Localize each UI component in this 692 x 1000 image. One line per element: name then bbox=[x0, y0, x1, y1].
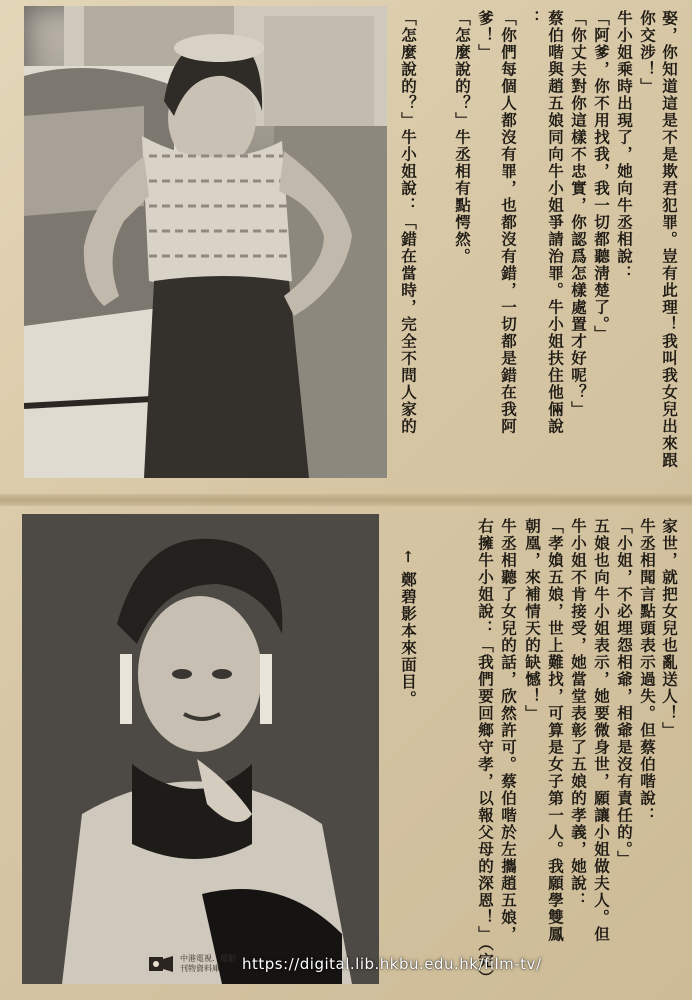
text-col-bottom-2: 牛丞相聞言點頭表示過失。但蔡伯喈說： bbox=[638, 518, 657, 824]
text-col-top-9: 爹！」 bbox=[476, 10, 495, 61]
text-col-bottom-5: 牛小姐不肯接受，她當堂表彰了五娘的孝義，她說： bbox=[569, 518, 588, 909]
text-col-top-1: 娶，你知道這是不是欺君犯罪。豈有此理！我叫我女兒出來跟 bbox=[660, 10, 679, 469]
page-fold bbox=[0, 494, 692, 506]
text-col-top-7: ： bbox=[523, 10, 542, 27]
photo-caption: ← 鄭碧影本來面目。 bbox=[399, 550, 418, 708]
text-col-top-3: 牛小姐乘時出現了，她向牛丞相說： bbox=[615, 10, 634, 282]
actress-photo-bottom bbox=[22, 514, 379, 984]
archive-logo-text-line1: 中港電視．電影 bbox=[180, 954, 236, 963]
text-col-top-5: 「你丈夫對你這樣不忠實，你認爲怎樣處置才好呢？」 bbox=[569, 10, 588, 418]
text-col-bottom-4: 五娘也向牛小姐表示，她要微身世，願讓小姐做夫人。但 bbox=[592, 518, 611, 943]
actress-portrait-car-image bbox=[24, 6, 387, 478]
archive-logo-icon bbox=[148, 954, 174, 974]
actress-portrait-earrings-image bbox=[22, 514, 379, 984]
text-col-top-6: 蔡伯喈與趙五娘同向牛小姐爭請治罪。牛小姐扶住他倆說 bbox=[546, 10, 565, 435]
archive-logo-text bbox=[180, 954, 236, 974]
text-col-bottom-8: 牛丞相聽了女兒的話，欣然許可。蔡伯喈於左攜趙五娘， bbox=[499, 518, 518, 943]
text-col-bottom-6: 「孝媍五娘，世上難找，可算是女子第一人。我願學雙鳳 bbox=[546, 518, 565, 943]
text-col-top-10: 「怎麼說的？」牛丞相有點愕然。 bbox=[453, 10, 472, 265]
text-col-top-8: 「你們每個人都沒有罪，也都沒有錯，一切都是錯在我阿 bbox=[499, 10, 518, 435]
text-col-top-4: 「阿爹，你不用找我，我一切都聽淸楚了。」 bbox=[592, 10, 611, 343]
text-col-bottom-3: 「小姐，不必埋怨相爺，相爺是沒有責任的。」 bbox=[615, 518, 634, 868]
text-col-bottom-7: 朝凰，來補情天的缺憾！」 bbox=[523, 518, 542, 722]
actress-photo-top bbox=[24, 6, 387, 478]
archive-watermark bbox=[148, 950, 542, 978]
text-col-top-11: 「怎麼說的？」牛小姐說：「錯在當時，完全不問人家的 bbox=[399, 10, 418, 435]
archive-url-link[interactable]: https://digital.lib.hkbu.edu.hk/film-tv/ bbox=[242, 955, 542, 973]
text-col-bottom-1: 家世，就把女兒也亂送人！」 bbox=[660, 518, 679, 739]
archive-logo-text-line2: 刊物資料庫 bbox=[180, 964, 220, 973]
text-col-bottom-9: 右擁牛小姐說：「我們要回鄉守孝，以報父母的深恩！」（完） bbox=[476, 518, 495, 987]
text-col-top-2: 你交涉！」 bbox=[638, 10, 657, 95]
